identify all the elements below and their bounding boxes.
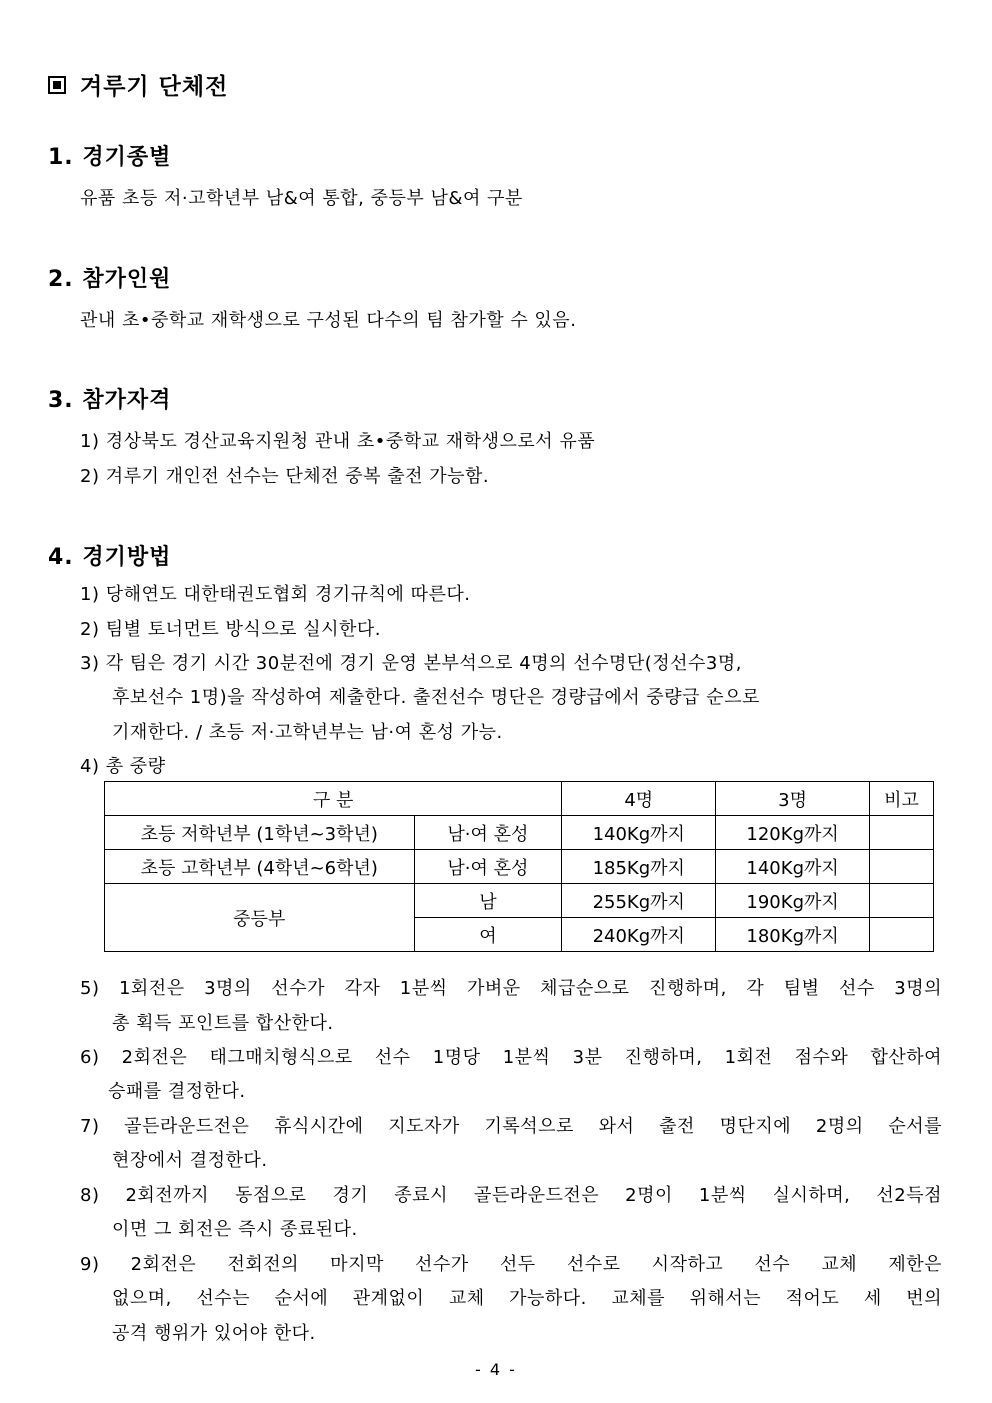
header-three-players: 3명 [716, 782, 870, 816]
row-four-limit: 140Kg까지 [562, 816, 716, 850]
table-row [105, 884, 934, 918]
table-row [105, 850, 934, 884]
row-division-middle-school: 중등부 [105, 884, 415, 952]
header-note: 비고 [870, 782, 934, 816]
section-4-item-3-line-2: 후보선수 1명)을 작성하여 제출한다. 출전선수 명단은 경량급에서 중량급 순으로 [112, 687, 760, 708]
page-number: - 4 - [475, 1360, 517, 1379]
total-weight-table [104, 781, 934, 952]
row-gender: 남·여 혼성 [414, 816, 562, 850]
row-division: 초등 저학년부 (1학년~3학년) [105, 816, 415, 850]
row-note [870, 884, 934, 918]
filled-square-icon [48, 76, 66, 94]
row-gender: 여 [414, 918, 562, 952]
row-note [870, 816, 934, 850]
section-4-item-8-line-2: 이면 그 회전은 즉시 종료된다. [112, 1219, 358, 1240]
section-4-item-6-line-1: 6) 2회전은 태그매치형식으로 선수 1명당 1분씩 3분 진행하며, 1회전 점수와 합산하여 [80, 1047, 942, 1068]
section-2-text: 관내 초•중학교 재학생으로 구성된 다수의 팀 참가할 수 있음. [80, 310, 577, 331]
section-3-heading: 3. 참가자격 [48, 388, 172, 413]
row-three-limit: 140Kg까지 [716, 850, 870, 884]
row-note [870, 850, 934, 884]
section-4-item-9-line-1: 9) 2회전은 전회전의 마지막 선수가 선두 선수로 시작하고 선수 교체 제한은 [80, 1254, 942, 1275]
section-4-item-5-line-2: 총 획득 포인트를 합산한다. [112, 1013, 334, 1034]
row-three-limit: 120Kg까지 [716, 816, 870, 850]
section-4-item-3-line-1: 3) 각 팀은 경기 시간 30분전에 경기 운영 본부석으로 4명의 선수명단(정선수3명, [80, 653, 742, 674]
header-division: 구 분 [105, 782, 562, 816]
section-1-text: 유품 초등 저·고학년부 남&여 통합, 중등부 남&여 구분 [80, 188, 523, 209]
section-4-item-9-line-2: 없으며, 선수는 순서에 관계없이 교체 가능하다. 교체를 위해서는 적어도 세 번의 [112, 1288, 942, 1309]
section-4-item-7-line-2: 현장에서 결정한다. [112, 1150, 268, 1171]
section-3-item-1: 1) 경상북도 경산교육지원청 관내 초•중학교 재학생으로서 유품 [80, 431, 596, 452]
row-four-limit: 255Kg까지 [562, 884, 716, 918]
row-gender: 남·여 혼성 [414, 850, 562, 884]
section-4-item-7-line-1: 7) 골든라운드전은 휴식시간에 지도자가 기록석으로 와서 출전 명단지에 2명의 순서를 [80, 1116, 942, 1137]
document-title-text: 겨루기 단체전 [80, 74, 229, 100]
section-4-heading: 4. 경기방법 [48, 545, 172, 570]
section-1-heading: 1. 경기종별 [48, 145, 172, 170]
row-four-limit: 185Kg까지 [562, 850, 716, 884]
document-title [48, 68, 228, 101]
section-2-heading: 2. 참가인원 [48, 267, 172, 292]
section-3-item-2: 2) 겨루기 개인전 선수는 단체전 중복 출전 가능함. [80, 466, 490, 487]
section-4-item-9-line-3: 공격 행위가 있어야 한다. [112, 1323, 316, 1344]
section-4-item-6-line-2: 승패를 결정한다. [108, 1081, 246, 1102]
row-gender: 남 [414, 884, 562, 918]
section-4-item-8-line-1: 8) 2회전까지 동점으로 경기 종료시 골든라운드전은 2명이 1분씩 실시하며, 선2득점 [80, 1185, 942, 1206]
section-4-item-2: 2) 팀별 토너먼트 방식으로 실시한다. [80, 619, 382, 640]
table-row [105, 816, 934, 850]
row-four-limit: 240Kg까지 [562, 918, 716, 952]
row-note [870, 918, 934, 952]
header-four-players: 4명 [562, 782, 716, 816]
section-4-item-1: 1) 당해연도 대한태권도협회 경기규칙에 따른다. [80, 584, 471, 605]
section-4-item-3-line-3: 기재한다. / 초등 저·고학년부는 남·여 혼성 가능. [112, 722, 503, 743]
section-4-item-5-line-1: 5) 1회전은 3명의 선수가 각자 1분씩 가벼운 체급순으로 진행하며, 각 팀별 선수 3명의 [80, 978, 942, 999]
row-division: 초등 고학년부 (4학년~6학년) [105, 850, 415, 884]
table-header-row [105, 782, 934, 816]
row-three-limit: 180Kg까지 [716, 918, 870, 952]
row-three-limit: 190Kg까지 [716, 884, 870, 918]
section-4-item-4: 4) 총 중량 [80, 756, 166, 777]
